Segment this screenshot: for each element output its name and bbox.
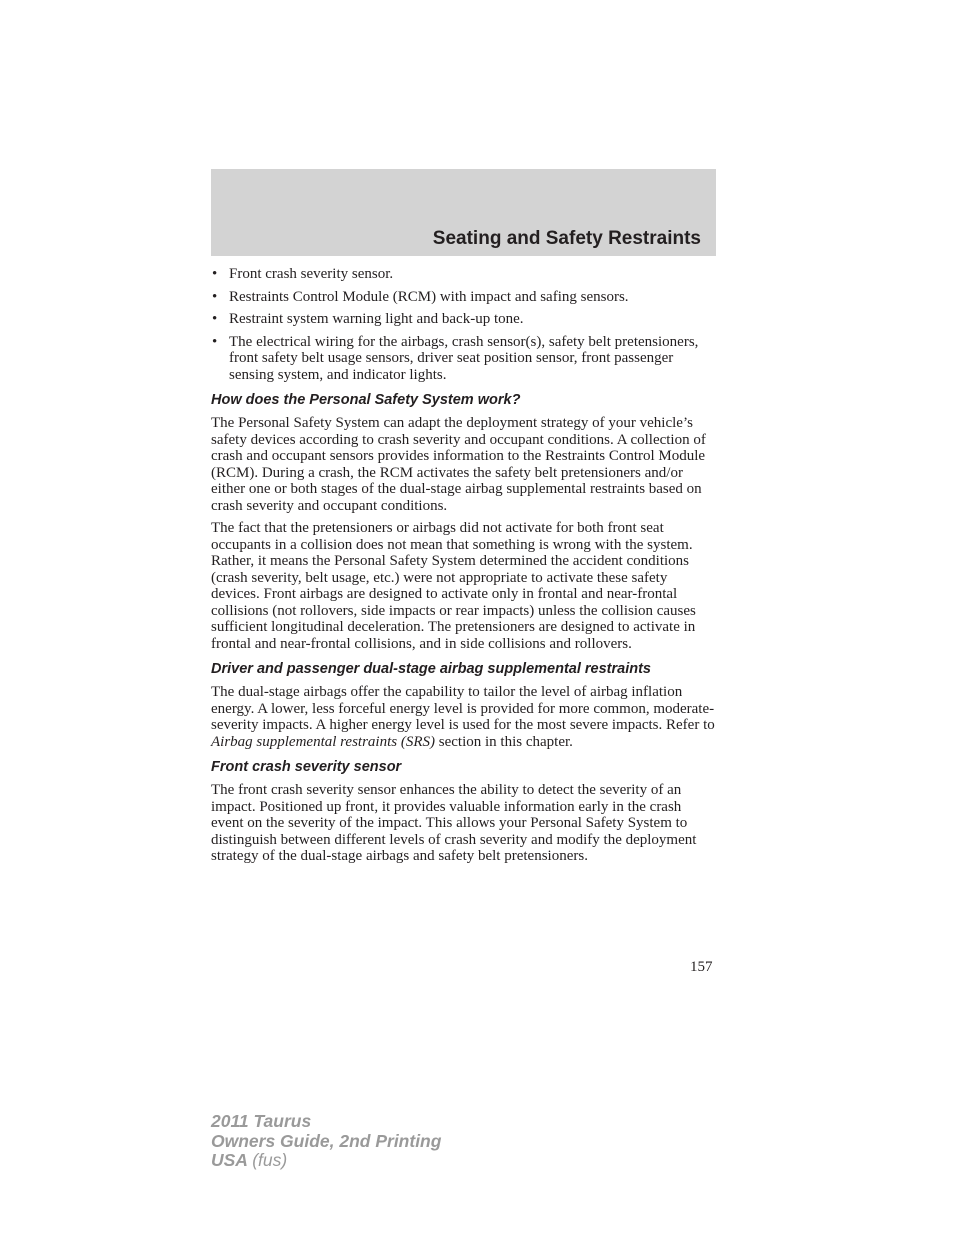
footer-country: USA <box>211 1150 248 1170</box>
chapter-title: Seating and Safety Restraints <box>432 228 701 249</box>
list-item: • Front crash severity sensor. <box>211 266 716 283</box>
footer-edition: Owners Guide, 2nd Printing <box>211 1130 442 1151</box>
list-item: • Restraint system warning light and back-up tone. <box>211 311 716 328</box>
footer-region <box>211 1151 441 1171</box>
document-footer <box>211 1112 441 1171</box>
footer-code: (fus) <box>252 1150 288 1170</box>
page-number: 157 <box>690 959 713 975</box>
paragraph: The Personal Safety System can adapt the deployment strategy of your vehicle’s safety devices according to crash severity and occupant conditions. A collection of crash and occupant sensors provides information to the Restraints Control Module (RCM). During a crash, the RCM activates the safety belt pretensioners and/or either one or both stages of the dual-stage airbag supplemental restraints based on crash severity and occupant conditions. <box>211 415 706 514</box>
section-heading-crash-sensor: Front crash severity sensor <box>211 759 402 775</box>
list-item: • The electrical wiring for the airbags, crash sensor(s), safety belt pretensioners, front safety belt usage sensors, driver seat position sensor, front passenger sensing system, and indicator lights. <box>211 334 716 384</box>
section-heading-dual-stage-airbags: Driver and passenger dual-stage airbag supplemental restraints <box>211 661 651 677</box>
chapter-header-band <box>211 169 716 256</box>
cross-reference-link[interactable]: Airbag supplemental restraints (SRS) <box>211 733 436 750</box>
component-list <box>211 266 716 383</box>
section-heading-how-it-works: How does the Personal Safety System work? <box>211 392 521 408</box>
paragraph-text: section in this chapter. <box>435 733 573 750</box>
paragraph: The fact that the pretensioners or airbags did not activate for both front seat occupants in a collision does not mean that something is wrong with the system. Rather, it means the Personal Safety System determined the accident conditions (crash severity, belt usage, etc.) were not appropriate to activate these safety devices. Front airbags are designed to activate only in frontal and near-frontal collisions (not rollovers, side impacts or rear impacts) unless the collision causes sufficient longitudinal deceleration. The pretensioners are designed to activate in frontal and near-frontal collisions, and in side collisions and rollovers. <box>211 520 696 652</box>
paragraph: The front crash severity sensor enhances the ability to detect the severity of an impact. Positioned up front, it provides valuable information early in the crash event on the severity of the impact. This allows your Personal Safety System to distinguish between different levels of crash severity and modify the deployment strategy of the dual-stage airbags and safety belt pretensioners. <box>211 782 697 864</box>
paragraph <box>211 684 716 750</box>
paragraph-text: The dual-stage airbags offer the capability to tailor the level of airbag inflation energy. A lower, less forceful energy level is provided for more common, moderate-severity impacts. A higher energy level is used for the most severe impacts. Refer to <box>211 684 715 733</box>
page-content <box>211 266 716 871</box>
list-item: • Restraints Control Module (RCM) with impact and safing sensors. <box>211 289 716 306</box>
footer-model: 2011 Taurus <box>211 1111 312 1131</box>
